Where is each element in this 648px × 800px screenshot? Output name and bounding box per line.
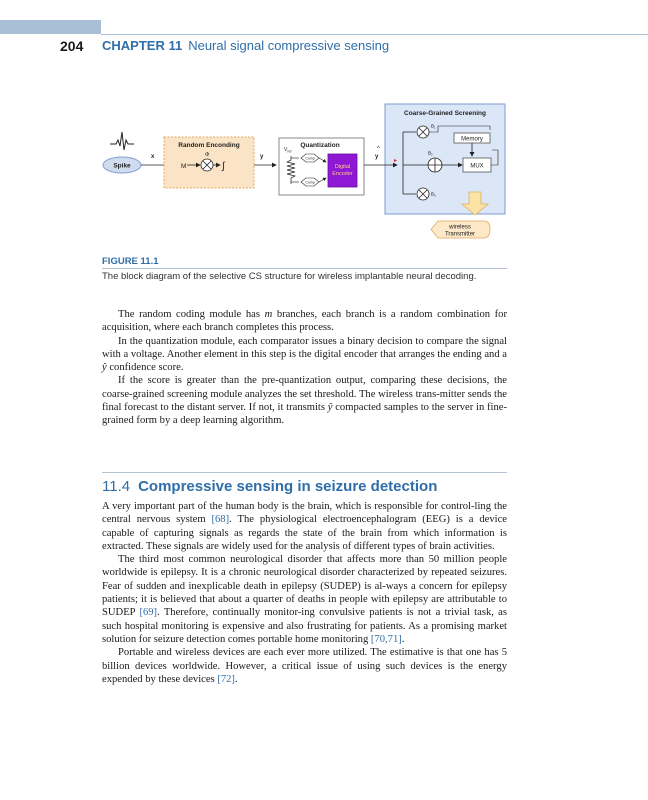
body-text-lower xyxy=(102,500,507,686)
paragraph: The random coding module has m branches, each branch is a random combination for acquisition, where each branch completes this process. xyxy=(102,309,507,334)
theta1-label: θ₁ xyxy=(431,124,436,130)
body-text-upper xyxy=(102,308,507,428)
y-label: y xyxy=(260,154,264,160)
figure-caption: The block diagram of the selective CS structure for wireless implantable neural decoding. xyxy=(102,271,477,282)
integrator-symbol: ∫ xyxy=(222,161,225,172)
y-hat-label: y xyxy=(375,154,379,160)
running-header xyxy=(102,38,389,53)
neural-waveform-icon xyxy=(110,132,134,150)
vref-label: $V_{ref}$ xyxy=(284,147,292,154)
mux-label: MUX xyxy=(470,163,484,170)
spike-label: Spike xyxy=(113,162,131,170)
header-rule xyxy=(101,34,648,35)
coarse-grained-screening-title: Coarse-Grained Screening xyxy=(404,110,486,117)
comparator-top-label: Comp xyxy=(305,156,315,161)
m-label: M xyxy=(181,163,187,170)
theta3-label: θ₃ xyxy=(431,192,436,198)
section-number: 11.4 xyxy=(102,478,131,495)
paragraph: If the score is greater than the pre-quantization output, comparing these decisions, the coarse-grained screening module analyzes the set threshold. The wireless trans-mitter sends the final forecast to the distant server. If not, it transmits ŷ compacted samples to the server in fine-grained form by a deep learning algorithm. xyxy=(102,375,507,427)
hat-mark: ^ xyxy=(377,146,380,152)
paragraph: Portable and wireless devices are each ever more utilized. The estimative is that one has 5 billion devices worldwide. However, a critical issue of using such devices is the energy expended by these devices [72]. xyxy=(102,647,507,685)
digital-encoder-line2: Encoder xyxy=(332,171,353,177)
chapter-title: Neural signal compressive sensing xyxy=(188,38,390,53)
quantization-title: Quantization xyxy=(300,142,340,149)
chapter-label: CHAPTER 11 xyxy=(102,38,183,53)
citation-link[interactable]: [72] xyxy=(217,673,235,685)
citation-link[interactable]: [68] xyxy=(211,514,230,526)
phi-label: Φ xyxy=(205,152,210,158)
theta2-label: θ₂ xyxy=(428,151,433,157)
section-title: Compressive sensing in seizure detection xyxy=(138,478,438,495)
red-arrow-mark: ▸ xyxy=(394,158,398,164)
wireless-line2: Transmitter xyxy=(444,231,476,238)
header-color-bar xyxy=(0,20,101,34)
digital-encoder-line1: Digital xyxy=(334,164,351,170)
x-label: x xyxy=(151,154,155,160)
citation-link[interactable]: [70,71] xyxy=(370,633,402,645)
citation-link[interactable]: [69] xyxy=(139,607,158,619)
wireless-line1: wireless xyxy=(449,224,471,231)
random-encoding-title: Random Enconding xyxy=(178,142,240,149)
page-number: 204 xyxy=(60,38,84,54)
section-heading xyxy=(102,478,437,495)
figure-caption-rule xyxy=(102,268,507,269)
paragraph: In the quantization module, each comparator issues a binary decision to compare the signal with a voltage. Another element in this step is the digital encoder that arranges the ending and a ŷ confidence score. xyxy=(102,335,507,374)
paragraph: The third most common neurological disorder that affects more than 50 million people worldwide is epilepsy. It is a chronic neurological disorder characterized by repeated seizures. Fear of sudden and inexplicable death in epilepsy (SUDEP) is al-ways a concern for epilepsy patients; it is believed that about a quarter of deaths in people with epilepsy are attributable to SUDEP [69]. Therefore, continually monitor-ing convulsive patients is not a trivial task, as such hospital monitoring is expensive and also frustrating for patients. As a promising market solution for seizure detection comes portable home monitoring [70,71]. xyxy=(102,554,507,645)
figure-block-diagram xyxy=(98,100,510,246)
section-rule xyxy=(102,472,507,473)
comparator-bottom-label: Comp xyxy=(305,180,315,185)
paragraph: A very important part of the human body is the brain, which is responsible for control-ling the central nervous system [68]. The physiological electroencephalogram (EEG) is a device capable of capturing signals as regards the state of the brain from which information is extracted. These signals are widely used for the analysis of different types of brain activities. xyxy=(102,501,507,552)
memory-label: Memory xyxy=(461,136,483,143)
figure-label: FIGURE 11.1 xyxy=(102,256,159,267)
